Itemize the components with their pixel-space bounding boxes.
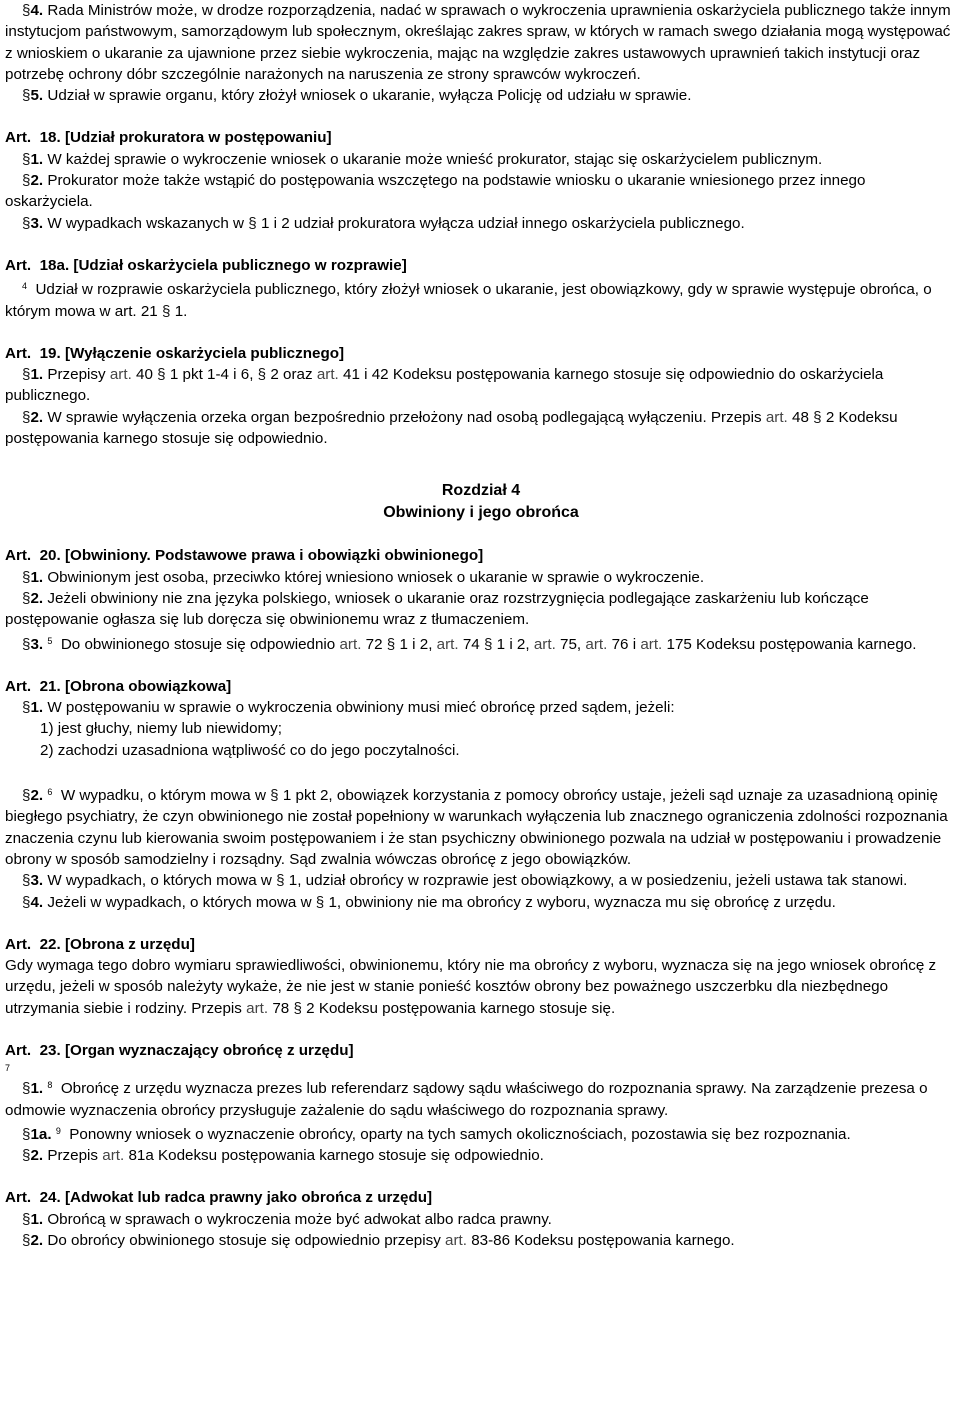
paragraph-art21-4 [5,892,957,913]
paragraph-art21-2 [5,782,957,870]
article-label: Art. [5,935,32,953]
paragraph-text: 1, obwiniony nie ma obrońcy z wyboru, wyznacza mu się obrońcę z urzędu. [328,893,836,911]
paragraph-number: 3. [30,635,44,653]
section-sign: § [22,589,31,607]
paragraph-number: 2. [30,787,44,805]
paragraph-text: Przepisy [47,366,106,384]
article-label: Art. [5,344,32,362]
paragraph-art17-5 [5,85,957,106]
article-link[interactable]: art. [246,999,269,1017]
article-link[interactable]: art. [339,635,362,653]
paragraph-art17-4 [5,0,957,85]
paragraph-number: 1. [30,366,44,384]
paragraph-art19-2 [5,407,957,450]
paragraph-text: 1 pkt 2, obowiązek korzystania z pomocy obrońcy ustaje, jeżeli sąd uznaje za uzasadnioną opinię biegłego psychiatry, że czyn obwinionego nie został popełniony w warunkach wyłączenia lub znacznego ograniczenia zdolności rozpoznania znaczenia czynu lub kierowania swoim postępowaniem i że stan psychiczny obwinionego pozwala na udział w postępowaniu i prowadzenie obrony w sposób samodzielny i rozsądny. Sąd zwalnia wówczas obrońcę z jego obowiązków. [5,787,948,868]
section-sign: § [162,302,171,320]
paragraph-text: Obrońcą w sprawach o wykroczenia może być adwokat albo radca prawny. [47,1210,552,1228]
paragraph-text: 2 Kodeksu postępowania karnego stosuje się. [306,999,616,1017]
section-sign: § [22,1080,31,1098]
paragraph-text: Przepis [47,1147,99,1165]
section-sign: § [483,635,493,653]
section-sign: § [22,1147,31,1165]
paragraph-art22 [5,955,957,1019]
article-label: Art. [5,547,32,565]
article-heading-18 [5,127,957,148]
article-heading-18a [5,255,957,276]
paragraph-text: 83-86 Kodeksu postępowania karnego. [471,1232,735,1250]
section-sign: § [22,568,31,586]
paragraph-text: Jeżeli w wypadkach, o których mowa w [47,893,312,911]
paragraph-text: 78 [272,999,290,1017]
section-sign: § [157,366,166,384]
paragraph-art23-1 [5,1075,957,1121]
paragraph-text: W postępowaniu w sprawie o wykroczenia obwiniony musi mieć obrońcę przed sądem, jeżeli: [47,699,675,717]
section-sign: § [257,366,267,384]
article-link[interactable]: art. [640,635,663,653]
section-sign: § [315,893,325,911]
paragraph-text: W wypadkach wskazanych w [47,214,245,232]
article-label: Art. [5,677,32,695]
paragraph-text: 1 i 2, [496,635,530,653]
paragraph-number: 1. [30,150,44,168]
paragraph-number: 2. [30,589,44,607]
paragraph-text: Udział w rozprawie oskarżyciela publicznego, który złożył wniosek o ukaranie, jest obowiązkowy, gdy w sprawie występuje obrońca, o którym mowa w art. 21 [5,281,932,320]
paragraph-text: Udział w sprawie organu, który złożył wniosek o ukaranie, wyłącza Policję od udziału w sprawie. [47,87,692,105]
section-sign: § [293,999,302,1017]
paragraph-number: 1. [30,568,44,586]
section-sign: § [22,366,31,384]
footnote-marker[interactable]: 8 [47,1080,53,1091]
paragraph-number: 1. [30,699,44,717]
paragraph-text: Ponowny wniosek o wyznaczenie obrońcy, oparty na tych samych okolicznościach, pozostawia się bez rozpoznania. [69,1125,851,1143]
paragraph-number: 2. [30,172,44,190]
article-heading-21 [5,676,957,697]
paragraph-text: 40 [136,366,153,384]
paragraph-number: 1a. [30,1125,52,1143]
paragraph-text: 41 i 42 Kodeksu postępowania karnego stosuje się odpowiednio do oskarżyciela publicznego. [5,366,884,405]
paragraph-text: 81a Kodeksu postępowania karnego stosuje się odpowiednio. [128,1147,544,1165]
article-link[interactable]: art. [436,635,459,653]
paragraph-number: 4. [30,2,44,19]
section-sign: § [386,635,396,653]
article-title: [Obrona z urzędu] [64,935,195,953]
section-sign: § [22,2,31,19]
section-sign: § [22,872,31,890]
list-item: 2) zachodzi uzasadniona wątpliwość co do jego poczytalności. [40,741,460,759]
paragraph-text: Obwinionym jest osoba, przeciwko której wniesiono wniosek o ukaranie w sprawie o wykroczenie. [47,568,705,586]
paragraph-text: W każdej sprawie o wykroczenie wniosek o ukaranie może wnieść prokurator, stając się oskarżycielem publicznym. [47,150,823,168]
paragraph-text: 1 i 2 udział prokuratora wyłącza udział innego oskarżyciela publicznego. [260,214,745,232]
paragraph-art23-2 [5,1145,957,1166]
article-number: 22. [39,935,61,953]
paragraph-text: W wypadku, o którym mowa w [60,787,266,805]
footnote-marker[interactable]: 6 [47,787,53,798]
paragraph-art21-1 [5,697,957,718]
article-heading-24 [5,1187,957,1208]
paragraph-text: Do obrońcy obwinionego stosuje się odpowiednio przepisy [47,1232,441,1250]
article-number: 23. [39,1041,61,1059]
article-link[interactable]: art. [445,1232,467,1250]
paragraph-number: 5. [30,87,44,105]
paragraph-number: 4. [30,893,44,911]
paragraph-text: 1, udział obrońcy w rozprawie jest obowiązkowy, a w posiedzeniu, jeżeli ustawa tak stanowi. [288,872,908,890]
paragraph-text: Obrońcę z urzędu wyznacza prezes lub referendarz sądowy sądu właściwego do rozpoznania sprawy. Na zarządzenie prezesa o odmowie wyznaczenia obrońcy przysługuje zażalenie do sądu właściwego do rozpoznania sprawy. [5,1080,928,1119]
article-heading-22 [5,934,957,955]
paragraph-text: 2 oraz [270,366,313,384]
paragraph-number: 3. [30,872,44,890]
paragraph-art18-3 [5,213,957,234]
article-link[interactable]: art. [765,408,788,426]
article-number: 18. [39,129,61,147]
footnote-marker[interactable]: 7 [5,1063,11,1074]
list-item: 1) jest głuchy, niemy lub niewidomy; [40,720,282,738]
paragraph-art20-2 [5,588,957,631]
paragraph-text: 2 Kodeksu postępowania karnego stosuje się odpowiednio. [5,408,898,448]
article-label: Art. [5,129,32,147]
article-title: [Udział prokuratora w postępowaniu] [64,129,332,147]
article-label: Art. [5,256,32,274]
paragraph-art23-1a [5,1121,957,1145]
section-sign: § [22,87,31,105]
paragraph-art18-2 [5,170,957,213]
paragraph-text: 48 [792,408,809,426]
paragraph-number: 1. [30,1080,44,1098]
section-sign: § [22,635,31,653]
article-link[interactable]: art. [109,366,132,384]
paragraph-text: 1 i 2, [399,635,433,653]
paragraph-art19-1 [5,364,957,407]
section-sign: § [22,150,31,168]
article-number: 21. [39,677,61,695]
paragraph-number: 3. [30,214,44,232]
paragraph-text: 74 [462,635,480,653]
article-label: Art. [5,1189,32,1207]
footnote-marker[interactable]: 9 [55,1125,61,1136]
paragraph-text: 1 pkt 1-4 i 6, [169,366,254,384]
paragraph-number: 2. [30,408,44,426]
footnote-marker[interactable]: 4 [22,281,28,292]
article-heading-20 [5,545,957,566]
section-sign: § [22,214,31,232]
section-sign: § [22,699,31,717]
paragraph-text: 175 Kodeksu postępowania karnego. [666,635,917,653]
article-title: [Udział oskarżyciela publicznego w rozprawie] [73,256,407,274]
section-sign: § [22,787,31,805]
article-link[interactable]: art. [316,366,339,384]
paragraph-text: 72 [365,635,383,653]
paragraph-art21-3 [5,870,957,891]
paragraph-text: Jeżeli obwiniony nie zna języka polskiego, wniosek o ukaranie oraz rozstrzygnięcia podlegające zaskarżeniu lub kończące postępowanie ogłasza się lub doręcza się obwinionemu wraz z tłumaczeniem. [5,589,869,629]
section-sign: § [22,408,31,426]
chapter-heading: Rozdział 4 [441,482,521,500]
paragraph-art18-1 [5,149,957,170]
article-link[interactable]: art. [585,635,608,653]
paragraph-text: Prokurator może także wstąpić do postępowania wszczętego na podstawie wniosku o ukaranie wniesionego przez innego oskarżyciela. [5,172,866,211]
article-link[interactable]: art. [102,1147,125,1165]
article-title: [Organ wyznaczający obrońcę z urzędu] [64,1041,354,1059]
paragraph-art20-3 [5,631,957,655]
article-label: Art. [5,1041,32,1059]
paragraph-text: 76 i [611,635,637,653]
paragraph-text: Do obwinionego stosuje się odpowiednio [60,635,336,653]
section-sign: § [248,214,257,232]
paragraph-number: 2. [30,1232,44,1250]
paragraph-number: 1. [30,1210,44,1228]
paragraph-art24-2 [5,1230,957,1251]
section-sign: § [813,408,822,426]
article-title: [Obwiniony. Podstawowe prawa i obowiązki obwinionego] [64,547,484,565]
article-link[interactable]: art. [533,635,556,653]
chapter-title: Obwiniony i jego obrońca [383,504,579,522]
paragraph-number: 2. [30,1147,44,1165]
article-heading-19 [5,343,957,364]
article-title: [Adwokat lub radca prawny jako obrońca z urzędu] [64,1189,433,1207]
section-sign: § [276,872,285,890]
section-sign: § [22,1232,31,1250]
paragraph-text: 75, [560,635,582,653]
section-sign: § [22,1210,31,1228]
article-number: 18a. [39,256,70,274]
paragraph-text: W wypadkach, o których mowa w [47,872,272,890]
section-sign: § [22,893,31,911]
section-sign: § [22,1125,31,1143]
paragraph-art18a [5,276,957,322]
article-title: [Obrona obowiązkowa] [64,677,232,695]
footnote-marker[interactable]: 5 [47,635,53,646]
article-number: 20. [39,547,61,565]
section-sign: § [22,172,31,190]
article-number: 24. [39,1189,61,1207]
paragraph-text: Rada Ministrów może, w drodze rozporządzenia, nadać w sprawach o wykroczenia uprawnienia oskarżyciela publicznego także innym instytucjom państwowym, samorządowym lub społecznym, określając zakres spraw, w których w ramach swego działania mogą występować z wnioskiem o ukaranie za ujawnione przez siebie wykroczenia, mając na względzie zakres ustawowych uprawnień takich instytucji oraz potrzebę ochrony dóbr szczególnie narażonych na naruszenia ze strony sprawców wykroczeń. [5,2,951,83]
paragraph-art24-1 [5,1209,957,1230]
section-sign: § [270,787,279,805]
paragraph-text: Gdy wymaga tego dobro wymiaru sprawiedliwości, obwinionemu, który nie ma obrońcy z wyboru, wyznacza się na jego wniosek obrońcę z urzędu, jeżeli w sposób należyty wykaże, że nie jest w stanie ponieść kosztów obrony bez poważnego uszczerbku dla niezbędnego utrzymania siebie i rodziny. Przepis [5,957,937,1017]
paragraph-art20-1 [5,567,957,588]
article-title: [Wyłączenie oskarżyciela publicznego] [64,344,345,362]
article-heading-23 [5,1040,957,1061]
paragraph-text: 1. [174,302,188,320]
article-number: 19. [39,344,61,362]
paragraph-text: W sprawie wyłączenia orzeka organ bezpośrednio przełożony nad osobą podlegającą wyłączeniu. Przepis [47,408,762,426]
